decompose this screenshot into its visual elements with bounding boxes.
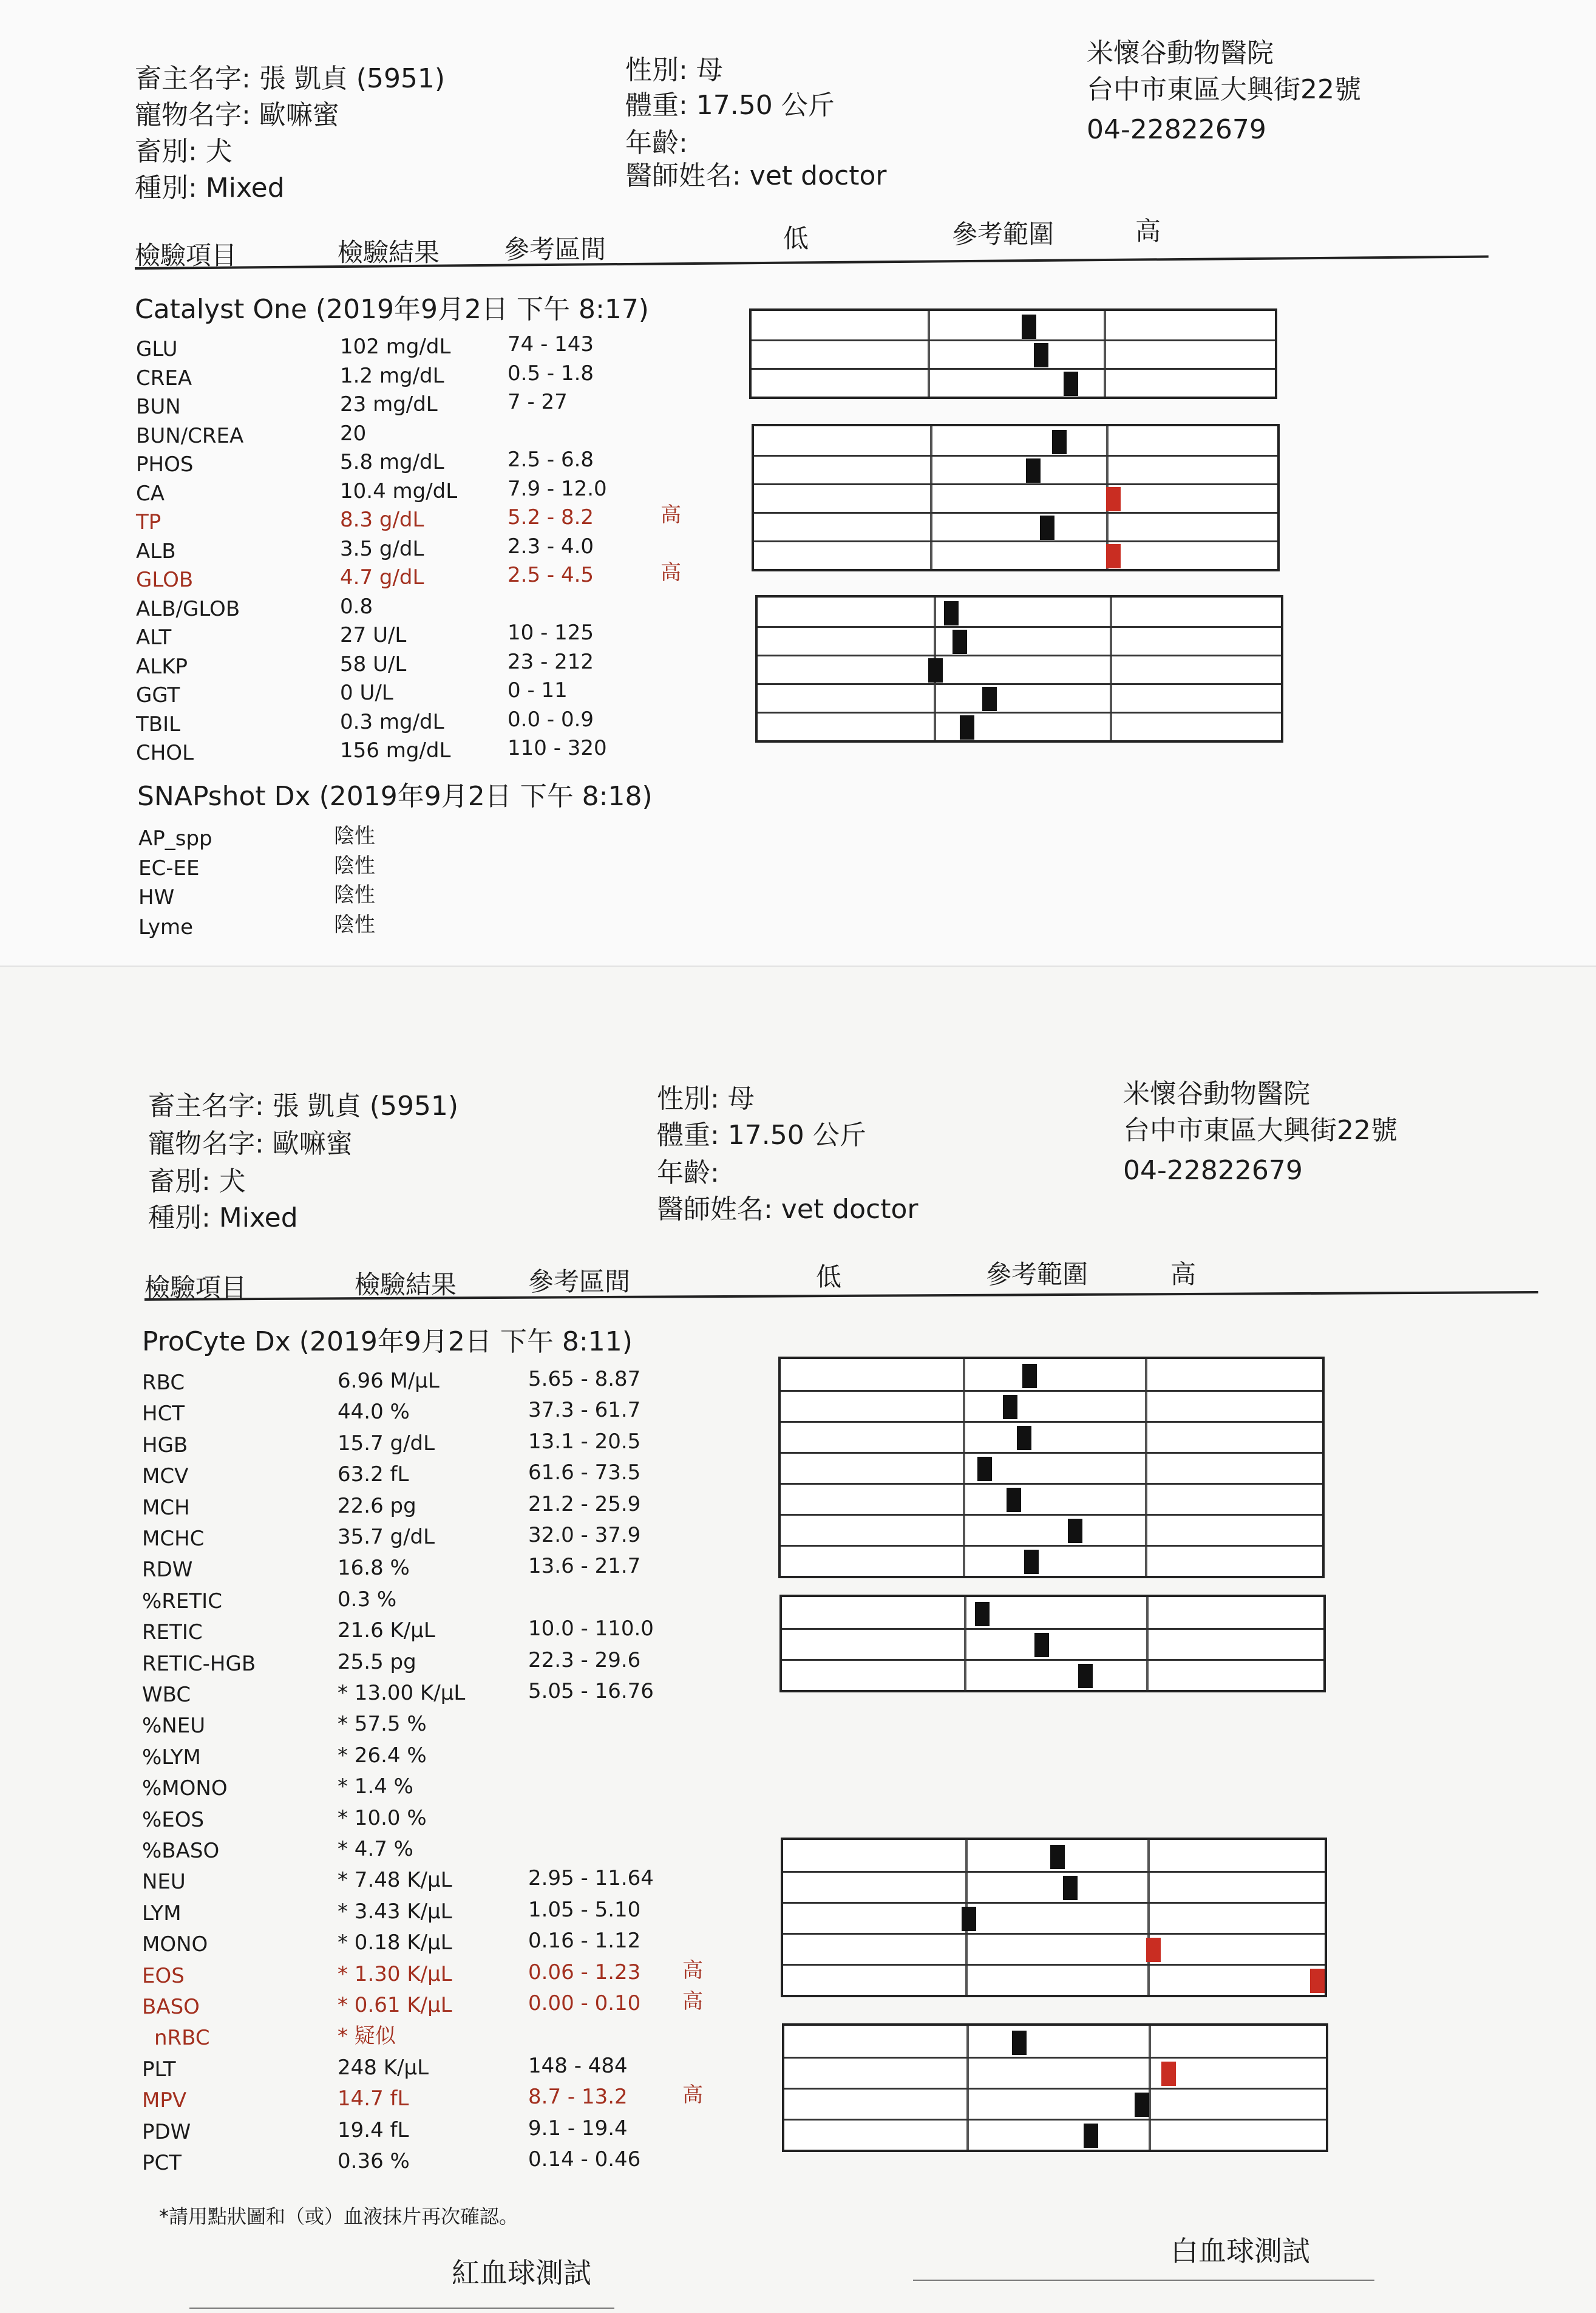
row-range: 7.9 - 12.0 — [508, 476, 607, 501]
col-high: 高 — [1135, 216, 1161, 246]
row-name: RDW — [142, 1558, 193, 1582]
row-result: 0.8 — [340, 594, 373, 619]
row-result: * 1.4 % — [338, 1774, 413, 1799]
result-marker — [928, 658, 943, 683]
result-marker — [1003, 1395, 1017, 1419]
range-high-boundary — [1104, 311, 1106, 397]
result-marker — [1084, 2124, 1098, 2148]
row-range: 37.3 - 61.7 — [528, 1398, 641, 1423]
sex: 性別: 母 — [625, 55, 723, 86]
row-result: 陰性 — [334, 883, 375, 907]
high-flag: 高 — [682, 1989, 703, 2014]
range-row-divider — [752, 368, 1275, 370]
result-marker — [1024, 1550, 1039, 1574]
row-name: BUN/CREA — [136, 423, 244, 448]
row-result: 0.3 mg/dL — [340, 709, 444, 734]
row-range: 61.6 - 73.5 — [528, 1460, 641, 1485]
row-result: * 疑似 — [338, 2024, 396, 2049]
row-range: 7 - 27 — [508, 390, 568, 414]
row-result: 0.36 % — [338, 2149, 410, 2173]
clinic-name-2: 米懷谷動物醫院 — [1123, 1078, 1310, 1109]
row-range: 110 - 320 — [508, 736, 607, 760]
col-result-2: 檢驗結果 — [355, 1270, 457, 1300]
row-result: 22.6 pg — [338, 1493, 416, 1518]
row-name: LYM — [142, 1901, 182, 1926]
row-range: 13.1 - 20.5 — [528, 1429, 641, 1454]
col-low-2: 低 — [816, 1262, 842, 1292]
wbc-test-label: 白血球測試 — [1170, 2235, 1310, 2267]
row-result: 6.96 M/µL — [338, 1369, 440, 1393]
result-marker — [1146, 1938, 1161, 1962]
row-range: 148 - 484 — [528, 2053, 628, 2078]
clinic-phone-2: 04-22822679 — [1123, 1155, 1303, 1186]
range-row-divider — [782, 1628, 1323, 1630]
result-marker — [944, 601, 959, 625]
range-row-divider — [754, 455, 1277, 457]
age-2: 年齡: — [657, 1157, 719, 1188]
row-name: CREA — [136, 366, 192, 390]
range-high-boundary — [1147, 1840, 1150, 1995]
col-item-2: 檢驗項目 — [144, 1273, 247, 1303]
row-name: TP — [136, 510, 161, 534]
result-marker — [1050, 1845, 1065, 1869]
row-name: GGT — [136, 683, 180, 707]
range-row-divider — [781, 1421, 1322, 1423]
high-flag: 高 — [660, 503, 681, 527]
row-result: 1.2 mg/dL — [340, 363, 444, 388]
row-range: 13.6 - 21.7 — [528, 1554, 641, 1579]
row-name: %BASO — [142, 1839, 220, 1863]
range-row-divider — [783, 1933, 1325, 1935]
range-low-boundary — [964, 1597, 966, 1690]
row-range: 22.3 - 29.6 — [528, 1647, 641, 1672]
row-range: 0.5 - 1.8 — [508, 361, 594, 386]
row-result: * 7.48 K/µL — [338, 1868, 452, 1893]
result-marker — [977, 1457, 992, 1481]
clinic-phone: 04-22822679 — [1087, 114, 1266, 145]
row-result: * 26.4 % — [338, 1743, 427, 1768]
range-row-divider — [783, 1902, 1325, 1904]
row-range: 10 - 125 — [508, 621, 594, 645]
result-marker — [1161, 2062, 1176, 2086]
row-result: * 57.5 % — [338, 1712, 427, 1737]
row-name: MPV — [142, 2088, 187, 2113]
row-result: 27 U/L — [340, 623, 407, 647]
range-low-boundary — [928, 311, 930, 397]
row-name: MCHC — [142, 1527, 205, 1551]
range-row-divider — [758, 712, 1281, 714]
range-chart-panel — [749, 308, 1277, 399]
row-range: 2.5 - 6.8 — [508, 448, 594, 472]
report-page-chemistry — [0, 0, 1596, 966]
row-result: * 1.30 K/µL — [338, 1961, 452, 1986]
row-name: RBC — [142, 1371, 185, 1395]
clinic-name: 米懷谷動物醫院 — [1087, 38, 1274, 69]
row-result: 0.3 % — [338, 1587, 397, 1612]
row-name: %NEU — [142, 1714, 206, 1739]
row-name: CA — [136, 481, 165, 506]
row-result: 102 mg/dL — [340, 335, 451, 359]
clinic-address-2: 台中市東區大興街22號 — [1123, 1115, 1397, 1146]
row-result: 21.6 K/µL — [338, 1618, 435, 1643]
result-marker — [962, 1907, 976, 1931]
row-result: 35.7 g/dL — [338, 1525, 435, 1549]
row-range: 9.1 - 19.4 — [528, 2116, 628, 2141]
range-row-divider — [758, 626, 1281, 628]
row-result: * 13.00 K/µL — [338, 1681, 466, 1705]
row-result: 4.7 g/dL — [340, 565, 424, 590]
col-ref-2: 參考範圍 — [986, 1259, 1088, 1289]
row-result: 15.7 g/dL — [338, 1431, 435, 1456]
high-flag: 高 — [682, 1958, 703, 1983]
section-title-snapshot: SNAPshot Dx (2019年9月2日 下午 8:18) — [137, 781, 653, 812]
result-marker — [1052, 430, 1067, 454]
result-marker — [960, 715, 974, 740]
row-range: 21.2 - 25.9 — [528, 1491, 641, 1516]
col-item: 檢驗項目 — [135, 240, 237, 270]
sex-2: 性別: 母 — [657, 1083, 755, 1114]
range-row-divider — [781, 1483, 1322, 1485]
row-range: 2.5 - 4.5 — [508, 563, 594, 587]
range-row-divider — [782, 1659, 1323, 1661]
row-result: 16.8 % — [338, 1556, 410, 1581]
row-result: * 10.0 % — [338, 1805, 427, 1830]
range-row-divider — [784, 2088, 1326, 2090]
row-name: HCT — [142, 1402, 185, 1426]
row-name: BASO — [142, 1995, 200, 2019]
result-marker — [1064, 372, 1078, 396]
row-name: ALT — [136, 625, 172, 650]
row-result: 156 mg/dL — [340, 738, 451, 763]
row-name: Lyme — [138, 915, 193, 939]
row-name: GLOB — [136, 568, 194, 592]
row-result: 陰性 — [334, 853, 375, 878]
pet-name-2: 寵物名字: 歐嘛蜜 — [148, 1128, 353, 1159]
row-name: AP_spp — [138, 826, 212, 851]
row-name: MCH — [142, 1495, 190, 1520]
range-row-divider — [754, 540, 1277, 542]
doctor-name: 醫師姓名: vet doctor — [625, 160, 887, 191]
footnote: *請用點狀圖和（或）血液抹片再次確認。 — [159, 2205, 519, 2228]
row-name: ALKP — [136, 654, 188, 679]
range-row-divider — [784, 2119, 1326, 2121]
row-name: nRBC — [154, 2026, 210, 2051]
rbc-test-rule — [189, 2308, 614, 2309]
row-result: 19.4 fL — [338, 2117, 409, 2142]
row-result: 8.3 g/dL — [340, 508, 424, 532]
row-name: TBIL — [136, 712, 181, 737]
result-marker — [1106, 544, 1121, 568]
result-marker — [1063, 1876, 1078, 1900]
owner-name-2: 畜主名字: 張 凱貞 (5951) — [148, 1091, 459, 1122]
result-marker — [1040, 516, 1054, 540]
row-name: RETIC-HGB — [142, 1651, 256, 1676]
doctor-name-2: 醫師姓名: vet doctor — [657, 1194, 919, 1225]
range-chart-panel — [778, 1357, 1325, 1578]
range-chart-panel — [752, 424, 1280, 571]
row-range: 0.0 - 0.9 — [508, 707, 594, 732]
result-marker — [975, 1602, 990, 1626]
species: 畜別: 犬 — [135, 136, 233, 167]
range-row-divider — [783, 1871, 1325, 1873]
row-range: 0.14 - 0.46 — [528, 2147, 641, 2172]
range-low-boundary — [930, 426, 932, 569]
row-result: * 0.61 K/µL — [338, 1993, 452, 2017]
row-range: 5.65 - 8.87 — [528, 1367, 641, 1391]
row-result: 5.8 mg/dL — [340, 450, 444, 474]
col-ref: 參考範圍 — [952, 219, 1054, 249]
wbc-test-rule — [913, 2280, 1374, 2281]
range-row-divider — [781, 1514, 1322, 1516]
row-range: 5.05 - 16.76 — [528, 1679, 654, 1703]
row-name: ALB — [136, 539, 176, 564]
col-range-2: 參考區間 — [528, 1267, 631, 1296]
breed-2: 種別: Mixed — [148, 1202, 298, 1233]
row-range: 32.0 - 37.9 — [528, 1523, 641, 1547]
result-marker — [1106, 487, 1121, 511]
result-marker — [1068, 1519, 1082, 1543]
range-chart-panel — [782, 2023, 1328, 2152]
header-rule-2 — [144, 1291, 1538, 1301]
col-result: 檢驗結果 — [338, 237, 440, 267]
row-result: * 0.18 K/µL — [338, 1930, 452, 1955]
weight-2: 體重: 17.50 公斤 — [657, 1120, 866, 1151]
species-2: 畜別: 犬 — [148, 1166, 246, 1197]
row-result: 陰性 — [334, 912, 375, 937]
range-row-divider — [781, 1545, 1322, 1547]
result-marker — [1034, 1633, 1049, 1657]
high-flag: 高 — [660, 560, 681, 585]
range-row-divider — [783, 1964, 1325, 1966]
row-result: * 3.43 K/µL — [338, 1899, 452, 1924]
row-name: HW — [138, 885, 175, 910]
section-title-procyte: ProCyte Dx (2019年9月2日 下午 8:11) — [142, 1326, 633, 1357]
report-page-hematology — [0, 966, 1596, 2313]
clinic-address: 台中市東區大興街22號 — [1087, 74, 1361, 105]
row-name: PCT — [142, 2151, 182, 2175]
result-marker — [1017, 1426, 1031, 1450]
range-chart-panel — [755, 595, 1283, 743]
row-range: 0.16 - 1.12 — [528, 1929, 641, 1954]
row-result: 58 U/L — [340, 652, 407, 676]
row-range: 0.06 - 1.23 — [528, 1960, 641, 1984]
row-range: 74 - 143 — [508, 332, 594, 356]
range-row-divider — [754, 483, 1277, 485]
row-name: EOS — [142, 1963, 185, 1988]
row-name: EC-EE — [138, 856, 200, 881]
row-result: 44.0 % — [338, 1400, 410, 1425]
row-result: 0 U/L — [340, 681, 393, 705]
row-range: 1.05 - 5.10 — [528, 1897, 641, 1922]
row-result: 23 mg/dL — [340, 392, 438, 417]
row-name: PHOS — [136, 452, 194, 477]
high-flag: 高 — [682, 2083, 703, 2108]
result-marker — [1026, 458, 1041, 483]
row-name: BUN — [136, 395, 181, 419]
row-name: PLT — [142, 2057, 176, 2082]
row-range: 23 - 212 — [508, 649, 594, 674]
range-chart-panel — [781, 1838, 1327, 1997]
row-name: ALB/GLOB — [136, 596, 240, 621]
row-result: 25.5 pg — [338, 1649, 416, 1674]
result-marker — [1078, 1664, 1093, 1688]
row-range: 0 - 11 — [508, 678, 568, 703]
row-range: 5.2 - 8.2 — [508, 505, 594, 530]
range-row-divider — [758, 683, 1281, 685]
result-marker — [1135, 2093, 1149, 2117]
result-marker — [1034, 343, 1048, 367]
range-row-divider — [781, 1390, 1322, 1392]
range-high-boundary — [1110, 598, 1112, 740]
row-range: 10.0 - 110.0 — [528, 1616, 654, 1641]
row-name: RETIC — [142, 1620, 203, 1645]
row-range: 8.7 - 13.2 — [528, 2085, 628, 2110]
col-low: 低 — [783, 223, 809, 253]
row-name: HGB — [142, 1432, 188, 1457]
result-marker — [953, 630, 967, 654]
section-title-catalyst: Catalyst One (2019年9月2日 下午 8:17) — [135, 294, 649, 325]
weight: 體重: 17.50 公斤 — [625, 90, 835, 121]
row-result: 248 K/µL — [338, 2055, 429, 2080]
row-range: 2.3 - 4.0 — [508, 534, 594, 559]
result-marker — [1007, 1488, 1021, 1512]
range-row-divider — [758, 655, 1281, 656]
range-chart-panel — [779, 1595, 1326, 1692]
row-name: GLU — [136, 337, 178, 361]
row-result: 陰性 — [334, 824, 375, 848]
row-name: %LYM — [142, 1745, 201, 1770]
row-range: 0.00 - 0.10 — [528, 1991, 641, 2015]
row-result: * 4.7 % — [338, 1837, 413, 1861]
range-high-boundary — [1146, 1597, 1149, 1690]
rbc-test-label: 紅血球測試 — [452, 2257, 591, 2289]
row-result: 20 — [340, 421, 367, 446]
col-range: 參考區間 — [504, 234, 606, 264]
row-name: PDW — [142, 2119, 191, 2144]
result-marker — [1022, 1364, 1037, 1388]
row-name: MONO — [142, 1932, 208, 1957]
result-marker — [982, 687, 997, 711]
range-row-divider — [754, 512, 1277, 514]
result-marker — [1012, 2031, 1027, 2055]
pet-name: 寵物名字: 歐嘛蜜 — [135, 100, 339, 131]
row-name: MCV — [142, 1464, 189, 1489]
age: 年齡: — [625, 128, 688, 158]
row-name: NEU — [142, 1870, 186, 1895]
row-name: %RETIC — [142, 1589, 222, 1613]
row-name: %MONO — [142, 1776, 228, 1801]
range-row-divider — [781, 1452, 1322, 1454]
row-result: 63.2 fL — [338, 1462, 409, 1487]
owner-name: 畜主名字: 張 凱貞 (5951) — [135, 63, 446, 94]
row-name: CHOL — [136, 741, 194, 765]
row-result: 14.7 fL — [338, 2086, 409, 2111]
row-result: 10.4 mg/dL — [340, 479, 458, 503]
row-name: WBC — [142, 1683, 191, 1707]
range-row-divider — [784, 2057, 1326, 2059]
result-marker — [1022, 315, 1036, 339]
col-high-2: 高 — [1170, 1259, 1197, 1289]
range-row-divider — [752, 339, 1275, 341]
breed: 種別: Mixed — [135, 172, 285, 203]
row-name: %EOS — [142, 1807, 205, 1832]
row-range: 2.95 - 11.64 — [528, 1866, 654, 1891]
row-result: 3.5 g/dL — [340, 536, 424, 561]
result-marker — [1310, 1969, 1325, 1993]
